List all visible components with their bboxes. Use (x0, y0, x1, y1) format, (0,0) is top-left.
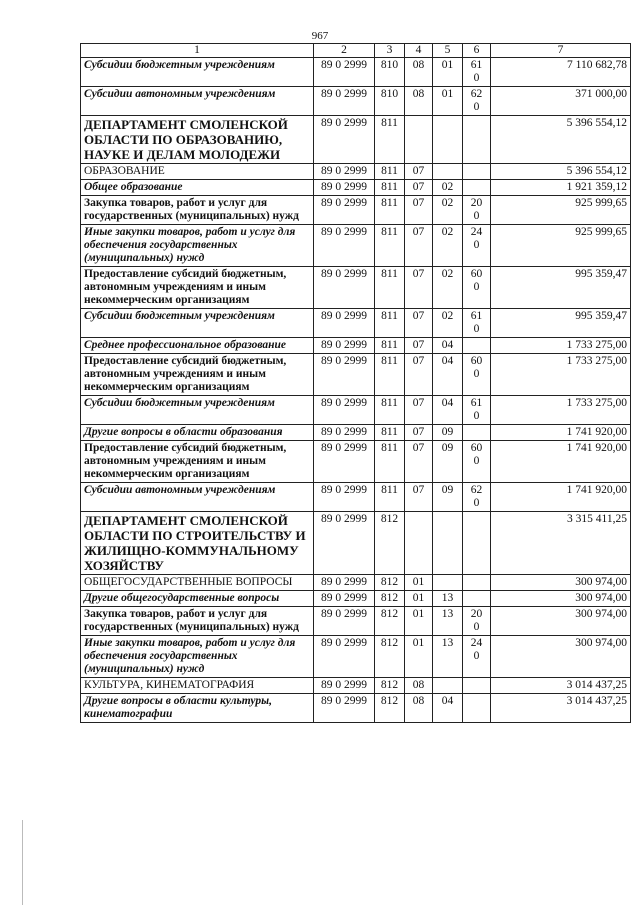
row-subsection-code: 13 (433, 607, 463, 636)
row-section-code: 07 (405, 425, 433, 441)
row-subsection-code (433, 164, 463, 180)
row-amount: 3 315 411,25 (491, 512, 631, 575)
row-expense-type-code: 61 0 (463, 396, 491, 425)
row-target-code: 89 0 2999 (314, 607, 375, 636)
row-section-code: 07 (405, 338, 433, 354)
page-number: 967 (311, 30, 329, 42)
row-target-code: 89 0 2999 (314, 575, 375, 591)
row-subsection-code (433, 678, 463, 694)
row-name: Субсидии бюджетным учреждениям (81, 309, 314, 338)
row-target-code: 89 0 2999 (314, 441, 375, 483)
row-ministry-code: 811 (375, 116, 405, 164)
table-header-row (81, 44, 631, 58)
row-expense-type-code (463, 591, 491, 607)
row-section-code: 07 (405, 180, 433, 196)
row-expense-type-code (463, 116, 491, 164)
row-target-code: 89 0 2999 (314, 225, 375, 267)
row-ministry-code: 812 (375, 607, 405, 636)
row-subsection-code: 09 (433, 483, 463, 512)
table-row (81, 678, 631, 694)
table-row (81, 338, 631, 354)
row-section-code: 07 (405, 483, 433, 512)
row-subsection-code: 02 (433, 309, 463, 338)
row-amount: 1 741 920,00 (491, 483, 631, 512)
header-cell: 5 (433, 44, 463, 58)
row-ministry-code: 811 (375, 396, 405, 425)
row-amount: 5 396 554,12 (491, 116, 631, 164)
row-amount: 925 999,65 (491, 225, 631, 267)
row-target-code: 89 0 2999 (314, 180, 375, 196)
row-amount: 7 110 682,78 (491, 58, 631, 87)
row-section-code: 07 (405, 225, 433, 267)
row-amount: 300 974,00 (491, 607, 631, 636)
row-name: ДЕПАРТАМЕНТ СМОЛЕНСКОЙ ОБЛАСТИ ПО ОБРАЗОВАНИЮ, НАУКЕ И ДЕЛАМ МОЛОДЕЖИ (81, 116, 314, 164)
row-expense-type-code: 60 0 (463, 441, 491, 483)
row-ministry-code: 811 (375, 196, 405, 225)
row-subsection-code: 09 (433, 425, 463, 441)
row-subsection-code: 04 (433, 338, 463, 354)
row-target-code: 89 0 2999 (314, 483, 375, 512)
row-target-code: 89 0 2999 (314, 636, 375, 678)
row-amount: 371 000,00 (491, 87, 631, 116)
row-name: Другие вопросы в области образования (81, 425, 314, 441)
row-name: Предоставление субсидий бюджетным, автономным учреждениям и иным некоммерческим организациям (81, 441, 314, 483)
row-expense-type-code (463, 425, 491, 441)
table-row (81, 196, 631, 225)
row-ministry-code: 811 (375, 354, 405, 396)
row-amount: 3 014 437,25 (491, 694, 631, 723)
row-ministry-code: 811 (375, 180, 405, 196)
table-row (81, 591, 631, 607)
row-name: Предоставление субсидий бюджетным, автономным учреждениям и иным некоммерческим организациям (81, 354, 314, 396)
row-name: Среднее профессиональное образование (81, 338, 314, 354)
row-amount: 925 999,65 (491, 196, 631, 225)
row-ministry-code: 811 (375, 309, 405, 338)
row-name: Другие общегосударственные вопросы (81, 591, 314, 607)
row-section-code: 07 (405, 164, 433, 180)
row-amount: 300 974,00 (491, 575, 631, 591)
row-target-code: 89 0 2999 (314, 338, 375, 354)
row-target-code: 89 0 2999 (314, 87, 375, 116)
row-target-code: 89 0 2999 (314, 694, 375, 723)
row-section-code (405, 116, 433, 164)
row-amount: 1 741 920,00 (491, 425, 631, 441)
row-name: Субсидии бюджетным учреждениям (81, 396, 314, 425)
row-name: Субсидии бюджетным учреждениям (81, 58, 314, 87)
row-subsection-code: 04 (433, 396, 463, 425)
row-name: Общее образование (81, 180, 314, 196)
table-row (81, 396, 631, 425)
table-row (81, 225, 631, 267)
row-target-code: 89 0 2999 (314, 396, 375, 425)
header-cell: 4 (405, 44, 433, 58)
row-section-code: 08 (405, 58, 433, 87)
row-expense-type-code: 20 0 (463, 607, 491, 636)
row-target-code: 89 0 2999 (314, 425, 375, 441)
row-amount: 995 359,47 (491, 267, 631, 309)
header-cell: 6 (463, 44, 491, 58)
table-row (81, 636, 631, 678)
row-section-code: 08 (405, 694, 433, 723)
table-row (81, 575, 631, 591)
row-section-code: 07 (405, 354, 433, 396)
table-row (81, 164, 631, 180)
row-name: Закупка товаров, работ и услуг для государственных (муниципальных) нужд (81, 607, 314, 636)
row-ministry-code: 811 (375, 338, 405, 354)
row-expense-type-code: 60 0 (463, 354, 491, 396)
row-section-code: 08 (405, 87, 433, 116)
row-name: Иные закупки товаров, работ и услуг для обеспечения государственных (муниципальных) нужд (81, 636, 314, 678)
row-ministry-code: 810 (375, 58, 405, 87)
table-row (81, 180, 631, 196)
row-ministry-code: 812 (375, 512, 405, 575)
row-ministry-code: 811 (375, 267, 405, 309)
row-name: ОБРАЗОВАНИЕ (81, 164, 314, 180)
row-ministry-code: 811 (375, 164, 405, 180)
row-subsection-code: 02 (433, 180, 463, 196)
table-row (81, 309, 631, 338)
row-section-code (405, 512, 433, 575)
row-expense-type-code: 20 0 (463, 196, 491, 225)
table-row (81, 694, 631, 723)
row-subsection-code: 01 (433, 58, 463, 87)
header-cell: 2 (314, 44, 375, 58)
row-target-code: 89 0 2999 (314, 196, 375, 225)
row-ministry-code: 811 (375, 425, 405, 441)
row-expense-type-code (463, 575, 491, 591)
row-target-code: 89 0 2999 (314, 164, 375, 180)
row-subsection-code: 02 (433, 267, 463, 309)
row-name: Другие вопросы в области культуры, кинематографии (81, 694, 314, 723)
row-subsection-code: 13 (433, 636, 463, 678)
row-ministry-code: 812 (375, 636, 405, 678)
row-ministry-code: 811 (375, 225, 405, 267)
table-row (81, 116, 631, 164)
row-expense-type-code (463, 164, 491, 180)
row-target-code: 89 0 2999 (314, 309, 375, 338)
row-amount: 995 359,47 (491, 309, 631, 338)
row-amount: 1 733 275,00 (491, 354, 631, 396)
row-section-code: 01 (405, 636, 433, 678)
row-subsection-code (433, 116, 463, 164)
row-target-code: 89 0 2999 (314, 678, 375, 694)
row-target-code: 89 0 2999 (314, 116, 375, 164)
row-subsection-code: 09 (433, 441, 463, 483)
table-row (81, 441, 631, 483)
row-ministry-code: 812 (375, 678, 405, 694)
row-subsection-code: 13 (433, 591, 463, 607)
header-cell: 1 (81, 44, 314, 58)
header-cell: 7 (491, 44, 631, 58)
table-row (81, 87, 631, 116)
row-target-code: 89 0 2999 (314, 512, 375, 575)
row-amount: 1 733 275,00 (491, 338, 631, 354)
row-target-code: 89 0 2999 (314, 267, 375, 309)
table-row (81, 58, 631, 87)
row-name: Субсидии автономным учреждениям (81, 483, 314, 512)
row-expense-type-code: 61 0 (463, 309, 491, 338)
row-ministry-code: 810 (375, 87, 405, 116)
row-amount: 1 733 275,00 (491, 396, 631, 425)
table-row (81, 354, 631, 396)
budget-table (80, 43, 631, 723)
row-section-code: 07 (405, 196, 433, 225)
table-row (81, 512, 631, 575)
row-expense-type-code: 60 0 (463, 267, 491, 309)
row-expense-type-code: 61 0 (463, 58, 491, 87)
row-ministry-code: 811 (375, 441, 405, 483)
row-expense-type-code (463, 180, 491, 196)
table-row (81, 425, 631, 441)
row-ministry-code: 812 (375, 694, 405, 723)
row-expense-type-code: 24 0 (463, 225, 491, 267)
row-section-code: 07 (405, 309, 433, 338)
row-expense-type-code: 62 0 (463, 87, 491, 116)
row-subsection-code (433, 575, 463, 591)
row-section-code: 07 (405, 267, 433, 309)
row-section-code: 01 (405, 607, 433, 636)
row-section-code: 08 (405, 678, 433, 694)
row-section-code: 07 (405, 396, 433, 425)
row-target-code: 89 0 2999 (314, 354, 375, 396)
row-name: Закупка товаров, работ и услуг для государственных (муниципальных) нужд (81, 196, 314, 225)
row-target-code: 89 0 2999 (314, 591, 375, 607)
row-subsection-code: 01 (433, 87, 463, 116)
row-amount: 5 396 554,12 (491, 164, 631, 180)
row-name: ДЕПАРТАМЕНТ СМОЛЕНСКОЙ ОБЛАСТИ ПО СТРОИТЕЛЬСТВУ И ЖИЛИЩНО-КОММУНАЛЬНОМУ ХОЗЯЙСТВУ (81, 512, 314, 575)
header-cell: 3 (375, 44, 405, 58)
row-expense-type-code: 62 0 (463, 483, 491, 512)
row-subsection-code: 04 (433, 694, 463, 723)
row-amount: 3 014 437,25 (491, 678, 631, 694)
row-amount: 1 741 920,00 (491, 441, 631, 483)
row-expense-type-code: 24 0 (463, 636, 491, 678)
row-amount: 300 974,00 (491, 636, 631, 678)
row-subsection-code (433, 512, 463, 575)
row-subsection-code: 04 (433, 354, 463, 396)
row-amount: 1 921 359,12 (491, 180, 631, 196)
table-row (81, 607, 631, 636)
scan-margin-line (22, 820, 23, 905)
row-expense-type-code (463, 678, 491, 694)
row-subsection-code: 02 (433, 196, 463, 225)
table-row (81, 267, 631, 309)
row-ministry-code: 811 (375, 483, 405, 512)
row-expense-type-code (463, 694, 491, 723)
row-ministry-code: 812 (375, 591, 405, 607)
table-row (81, 483, 631, 512)
row-amount: 300 974,00 (491, 591, 631, 607)
row-section-code: 01 (405, 575, 433, 591)
row-expense-type-code (463, 338, 491, 354)
row-section-code: 01 (405, 591, 433, 607)
row-ministry-code: 812 (375, 575, 405, 591)
row-expense-type-code (463, 512, 491, 575)
row-name: Иные закупки товаров, работ и услуг для обеспечения государственных (муниципальных) нужд (81, 225, 314, 267)
row-name: КУЛЬТУРА, КИНЕМАТОГРАФИЯ (81, 678, 314, 694)
row-name: Предоставление субсидий бюджетным, автономным учреждениям и иным некоммерческим организациям (81, 267, 314, 309)
row-name: ОБЩЕГОСУДАРСТВЕННЫЕ ВОПРОСЫ (81, 575, 314, 591)
row-section-code: 07 (405, 441, 433, 483)
row-subsection-code: 02 (433, 225, 463, 267)
row-name: Субсидии автономным учреждениям (81, 87, 314, 116)
row-target-code: 89 0 2999 (314, 58, 375, 87)
